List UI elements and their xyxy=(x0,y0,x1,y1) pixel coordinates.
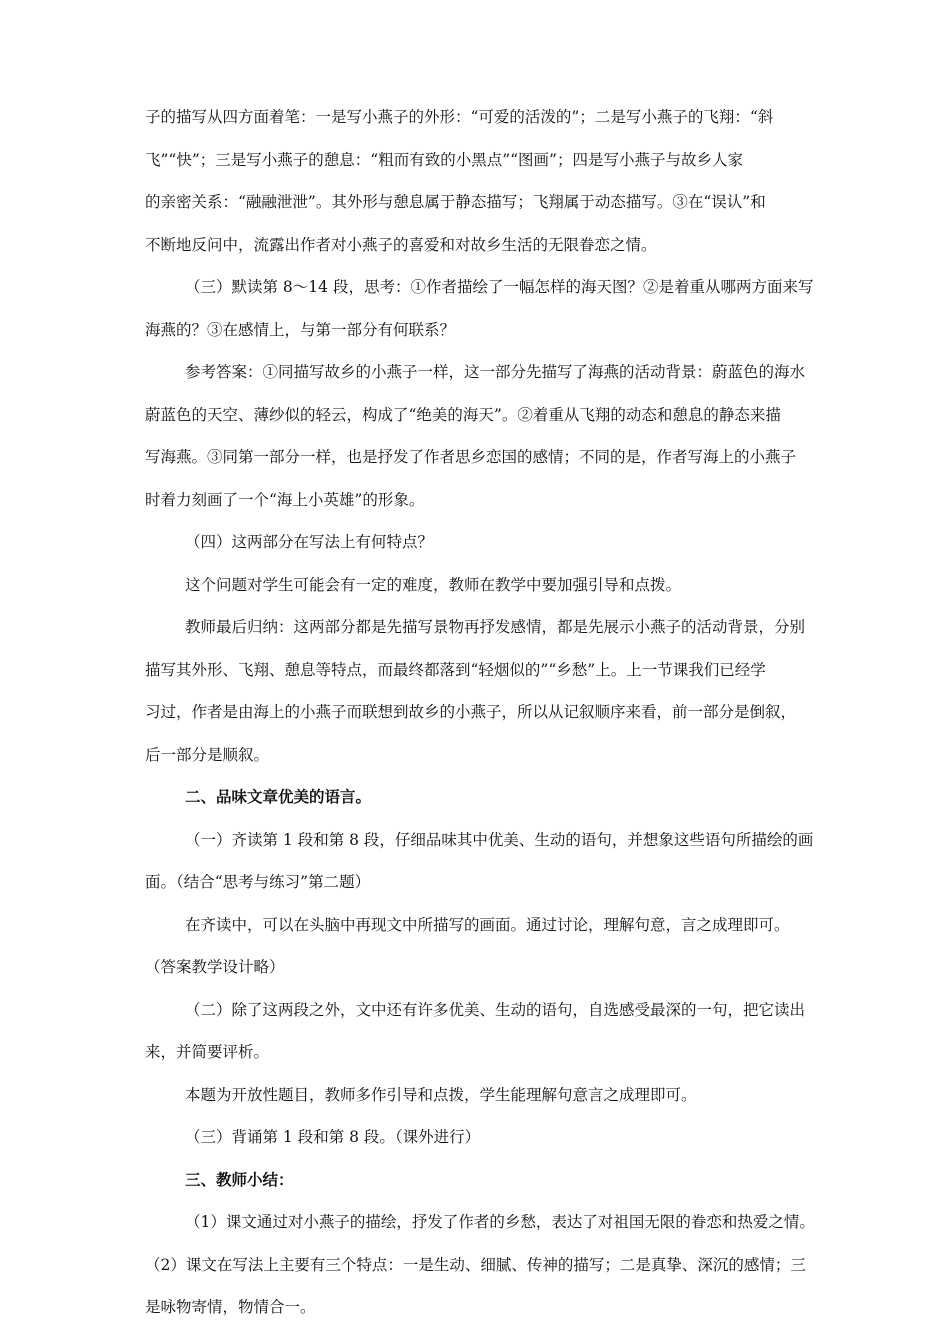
text-line: 描写其外形、飞翔、憩息等特点，而最终都落到“轻烟似的”“乡愁”上。上一节课我们已经学 xyxy=(145,661,766,679)
question-three-line: （三）默读第 8～14 段，思考：①作者描绘了一幅怎样的海天图？②是着重从哪两方面来写 xyxy=(185,278,814,296)
text-line: 不断地反问中，流露出作者对小燕子的喜爱和对故乡生活的无限眷恋之情。 xyxy=(145,236,657,254)
text-line: 这个问题对学生可能会有一定的难度，教师在教学中要加强引导和点拨。 xyxy=(185,576,682,594)
text-line: （一）齐读第 1 段和第 8 段，仔细品味其中优美、生动的语句，并想象这些语句所描绘的画 xyxy=(185,831,814,849)
text-line: 本题为开放性题目，教师多作引导和点拨，学生能理解句意言之成理即可。 xyxy=(185,1086,697,1104)
text-line: （二）除了这两段之外，文中还有许多优美、生动的语句，自选感受最深的一句，把它读出 xyxy=(185,1001,806,1019)
text-line: 时着力刻画了一个“海上小英雄”的形象。 xyxy=(145,491,425,509)
text-line: 海燕的？③在感情上，与第一部分有何联系？ xyxy=(145,321,456,339)
text-line: 面。（结合“思考与练习”第二题） xyxy=(145,873,371,891)
text-line: 习过，作者是由海上的小燕子而联想到故乡的小燕子，所以从记叙顺序来看，前一部分是倒叙， xyxy=(145,703,797,721)
text-line: 飞”“快”；三是写小燕子的憩息：“粗而有致的小黑点”“图画”；四是写小燕子与故乡人家 xyxy=(145,151,743,169)
text-line: 后一部分是顺叙。 xyxy=(145,746,270,764)
text-line: （2）课文在写法上主要有三个特点：一是生动、细腻、传神的描写；二是真挚、深沉的感情；三 xyxy=(145,1256,806,1274)
text-line: （三）背诵第 1 段和第 8 段。（课外进行） xyxy=(185,1128,481,1146)
text-line: 蔚蓝色的天空、薄纱似的轻云，构成了“绝美的海天”。②着重从飞翔的动态和憩息的静态来描 xyxy=(145,406,781,424)
summary-line: 教师最后归纳：这两部分都是先描写景物再抒发感情，都是先展示小燕子的活动背景，分别 xyxy=(185,618,806,636)
text-line: （1）课文通过对小燕子的描绘，抒发了作者的乡愁，表达了对祖国无限的眷恋和热爱之情。 xyxy=(185,1213,815,1231)
text-line: 是咏物寄情，物情合一。 xyxy=(145,1298,316,1316)
answer-line: 参考答案：①同描写故乡的小燕子一样，这一部分先描写了海燕的活动背景：蔚蓝色的海水 xyxy=(185,363,806,381)
text-line: （答案教学设计略） xyxy=(145,958,285,976)
section-heading: 二、品味文章优美的语言。 xyxy=(185,787,372,806)
text-line: 的亲密关系：“融融泄泄”。其外形与憩息属于静态描写；飞翔属于动态描写。③在“误认”和 xyxy=(145,193,766,211)
text-line: 来，并简要评析。 xyxy=(145,1043,270,1061)
text-line: 写海燕。③同第一部分一样，也是抒发了作者思乡恋国的感情；不同的是，作者写海上的小燕子 xyxy=(145,448,797,466)
section-heading: 三、教师小结： xyxy=(185,1170,294,1189)
text-line: 子的描写从四方面着笔：一是写小燕子的外形：“可爱的活泼的”；二是写小燕子的飞翔：“斜 xyxy=(145,108,774,126)
text-line: 在齐读中，可以在头脑中再现文中所描写的画面。通过讨论，理解句意，言之成理即可。 xyxy=(185,916,790,934)
question-four-line: （四）这两部分在写法上有何特点？ xyxy=(185,533,434,551)
